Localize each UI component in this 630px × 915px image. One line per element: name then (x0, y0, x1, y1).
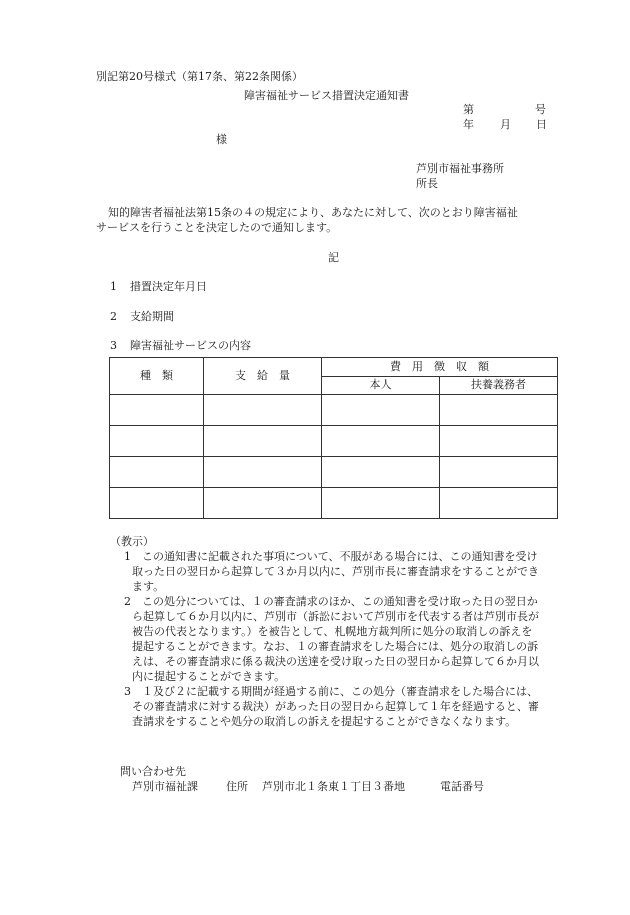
issuer-title: 所長 (416, 177, 438, 190)
item-1-label: 措置決定年月日 (130, 280, 207, 293)
table-row (110, 488, 558, 519)
header-fee: 費 用 徴 収 額 (322, 358, 558, 377)
contact-address: 芦別市北１条東１丁目３番地 (262, 780, 405, 793)
notice-3-line-3: 査請求をすることや処分の取消しの訴えを提起することができなくなります。 (132, 715, 517, 728)
table-row (110, 426, 558, 457)
contact-heading: 問い合わせ先 (120, 765, 186, 778)
date-day: 日 (536, 118, 547, 131)
item-3-num: 3 (110, 339, 117, 352)
table-row (110, 395, 558, 426)
notice-2-line-3: 被告の代表となります。）を被告として、札幌地方裁判所に処分の取消しの訴えを (132, 625, 533, 638)
contact-phone-label: 電話番号 (440, 780, 484, 793)
ki-heading: 記 (328, 251, 339, 264)
notice-2-line-6: 内に提起することができます。 (132, 670, 286, 683)
notice-2-num: 2 (124, 595, 131, 608)
notice-2-line-5: えは、その審査請求に係る裁決の送達を受け取った日の翌日から起算して６か月以 (132, 655, 539, 668)
notice-3-line-2: その審査請求に対する裁決）があった日の翌日から起算して１年を経過すると、審 (132, 700, 539, 713)
notice-1-line-2: 取った日の翌日から起算して３か月以内に、芦別市長に審査請求をすることができ (132, 565, 539, 578)
addressee-suffix: 様 (216, 133, 227, 146)
notice-2-line-1: この処分については、１の審査請求のほか、この通知書を受け取った日の翌日か (142, 595, 538, 608)
form-id: 別記第20号様式（第17条、第22条関係） (96, 70, 303, 83)
header-type: 種 類 (110, 358, 204, 395)
item-1-num: 1 (110, 280, 117, 293)
service-table (109, 357, 558, 519)
notice-heading: （教示） (110, 535, 154, 548)
notice-3-line-1: １及び２に記載する期間が経過する前に、この処分（審査請求をした場合には、 (142, 685, 538, 698)
notice-3-num: 3 (124, 685, 131, 698)
notice-1-line-1: この通知書に記載された事項について、不服がある場合には、この通知書を受け (142, 550, 538, 563)
contact-dept: 芦別市福祉課 (132, 780, 198, 793)
header-amount: 支 給 量 (204, 358, 322, 395)
date-year: 年 (463, 118, 474, 131)
notice-1-line-3: ます。 (132, 580, 165, 593)
header-self: 本人 (322, 376, 440, 395)
notice-2-line-2: ら起算して６か月以内に、芦別市（訴訟において芦別市を代表する者は芦別市長が (132, 610, 539, 623)
body-line-2: サービスを行うことを決定したので通知します。 (96, 221, 338, 234)
number-prefix: 第 (463, 103, 474, 116)
contact-address-label: 住所 (226, 780, 248, 793)
table-row (110, 457, 558, 488)
header-support: 扶養義務者 (440, 376, 558, 395)
notice-2-line-4: 提起することができます。なお、１の審査請求をした場合には、処分の取消しの訴 (132, 640, 539, 653)
issuer-office: 芦別市福祉事務所 (416, 162, 504, 175)
date-month: 月 (500, 118, 511, 131)
body-line-1: 知的障害者福祉法第15条の４の規定により、あなたに対して、次のとおり障害福祉 (108, 206, 518, 219)
notice-1-num: 1 (124, 550, 131, 563)
item-3-label: 障害福祉サービスの内容 (130, 339, 251, 352)
item-2-label: 支給期間 (130, 310, 174, 323)
item-2-num: 2 (110, 310, 117, 323)
document-title: 障害福祉サービス措置決定通知書 (244, 89, 409, 102)
number-suffix: 号 (535, 103, 546, 116)
